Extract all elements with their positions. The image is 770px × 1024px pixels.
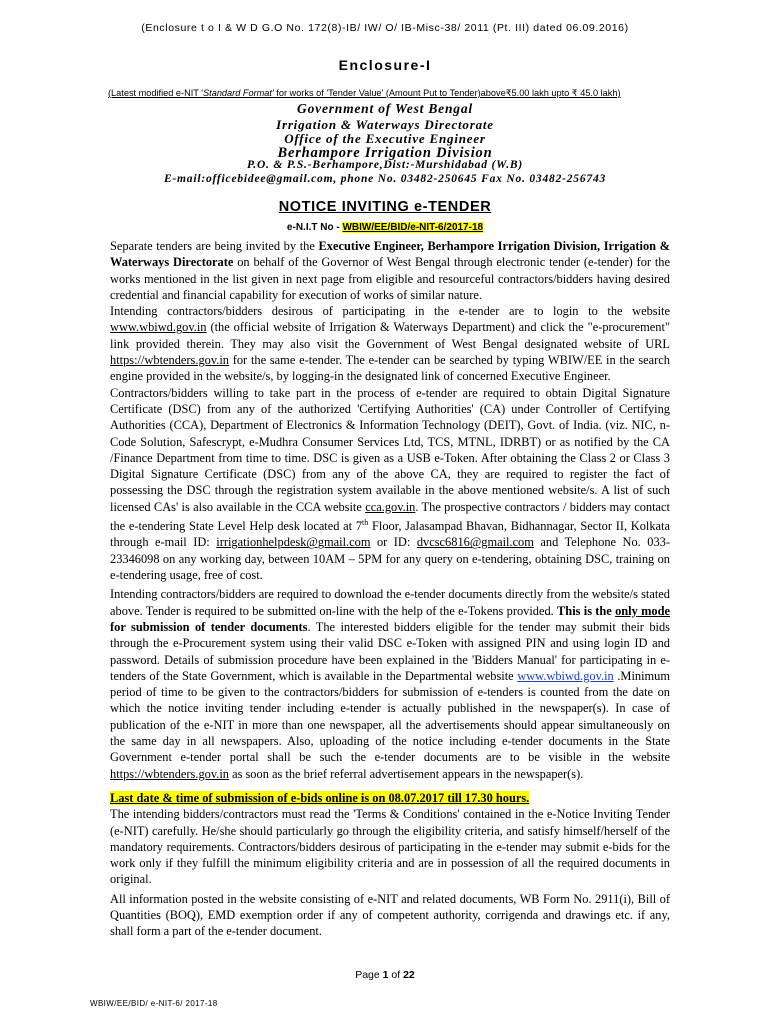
para1-bold-authority: Executive Engineer, Berhampore Irrigation Division, Irrigation & Waterways Directorate — [110, 239, 670, 270]
submission-deadline — [110, 790, 670, 806]
deadline-text: Last date & time of submission of e-bids online is on 08.07.2017 till 17.30 hours. — [110, 790, 530, 805]
paragraph-invitation — [110, 238, 670, 303]
office-line-directorate: Irrigation & Waterways Directorate — [276, 117, 494, 132]
para4-text-2: . The interested bidders eligible for the tender may submit their bids through the e-Procurement system using their valid DSC e-Token with assigned PIN and using login ID and password. Details of submission procedure have been explained in the 'Bidders Manual' for participating in e-tenders of the State Government, which is available in the Departmental website — [110, 619, 670, 683]
page-current: 1 — [382, 969, 389, 981]
para3-text-4: or ID: — [370, 535, 417, 550]
page-total: 22 — [403, 969, 415, 981]
para2-text-2: (the official website of Irrigation & Waterways Department) and click the "e-procurement" link provided therein. They may also visit the Government of West Bengal designated website of URL — [110, 320, 670, 351]
para2-text-3: for the same e-tender. The e-tender can be searched by typing WBIW/EE in the search engine provided in the website/s, by logging-in the designated link of concerned Executive Engineer. — [110, 353, 670, 384]
paragraph-dsc — [110, 385, 670, 584]
paragraph-login — [110, 303, 670, 384]
wbtenders-website-link[interactable]: https://wbtenders.gov.in — [110, 353, 229, 368]
enclosure-reference: (Enclosure t o I & W D G.O No. 172(8)-IB/ IW/ O/ IB-Misc-38/ 2011 (Pt. III) dated 06.09.2016) — [141, 22, 629, 34]
para4-text-4: as soon as the brief referral advertisement appears in the newspaper(s). — [228, 766, 584, 781]
para4-bold-2: for submission of tender documents — [110, 619, 308, 634]
paragraph-download — [110, 586, 670, 782]
para3-text-1: Contractors/bidders willing to take part in the process of e-tender are required to obtain Digital Signature Certificate (DSC) from any of the authorized 'Certifying Authorities' (CA) under Controller of Certifying Authorities (CCA), Department of Electronics & Information Technology (DEIT), Govt. of India. (viz. NIC, n-Code Solution, Safescrypt, e-Mudhra Consumer Services Ltd, TCS, MTNL, IDRBT) or as notified by the CA /Finance Department from time to time. DSC is given as a USB e-Token. After obtaining the Class 2 or Class 3 Digital Signature Certificate (DSC) from any of the above CA, they are required to register the fact of possessing the DSC through the registration system available in the above mentioned website/s. A list of such licensed CAs' is also available in the CCA website — [110, 385, 670, 514]
departmental-website-link[interactable]: www.wbiwd.gov.in — [517, 668, 614, 683]
para2-text-1: Intending contractors/bidders desirous of participating in the e-tender are to login to the website — [110, 304, 670, 319]
cca-website-link[interactable]: cca.gov.in — [365, 499, 416, 514]
latest-note-prefix: (Latest modified e-NIT ' — [108, 88, 204, 98]
para3-text-3: Floor, Jalasampad Bhavan, Bidhannagar, Sector II, Kolkata through e-mail ID: — [110, 519, 670, 550]
page-number — [0, 969, 770, 981]
page-prefix: Page — [355, 969, 383, 981]
notice-title: NOTICE INVITING e-TENDER — [278, 199, 492, 215]
para4-bold-only-mode: only mode — [615, 603, 671, 618]
nit-label: e-N.I.T No - — [286, 222, 343, 233]
office-line-government: Government of West Bengal — [297, 101, 473, 116]
footer-reference: WBIW/EE/BID/ e-NIT-6/ 2017-18 — [90, 999, 218, 1008]
floor-superscript: th — [362, 518, 369, 528]
para4-text-1: Intending contractors/bidders are required to download the e-tender documents directly from the website/s stated above. Tender is required to be submitted on-line with the help of the e-Tokens provided. — [110, 587, 670, 618]
page-of: of — [388, 969, 404, 981]
helpdesk-email-link[interactable]: irrigationhelpdesk@gmail.com — [216, 535, 371, 550]
office-line-address: P.O. & P.S.-Berhampore,Dist:-Murshidabad (W.B) — [246, 159, 524, 171]
para4-bold-1: This is the — [557, 603, 616, 618]
dvcsc-email-link[interactable]: dvcsc6816@gmail.com — [416, 535, 534, 550]
nit-number: WBIW/EE/BID/e-NIT-6/2017-18 — [342, 222, 484, 233]
para3-text-2: . The prospective contractors / bidders may contact the e-tendering State Level Help desk located at 7 — [110, 499, 670, 534]
wbtenders-website-link-2[interactable]: https://wbtenders.gov.in — [110, 766, 229, 781]
para3-text-5: and Telephone No. 033-23346098 on any working day, between 10AM – 5PM for any query on e-tendering, obtaining DSC, training on e-tendering usage, free of cost. — [110, 535, 670, 583]
latest-modified-note — [108, 88, 668, 99]
para4-text-3: .Minimum period of time to be given to the contractors/bidders for submission of e-tenders is counted from the date on which the notice inviting tender including e-tender is actually published in the newspaper(s). In case of publication of the e-NIT in more than one newspaper, all the advertisements should appear simultaneously on the same day in all newspapers. Also, uploading of the notice including e-tender documents in the State Government e-tender portal shall be such the e-tender documents are to be visible in the website — [110, 668, 670, 765]
office-line-office: Office of the Executive Engineer — [284, 131, 486, 146]
latest-note-suffix: for works of 'Tender Value' (Amount Put to Tender)above₹5.00 lakh upto ₹ 45.0 lakh) — [273, 88, 621, 98]
office-line-contact: E-mail:officebidee@gmail.com, phone No. 03482-250645 Fax No. 03482-256743 — [163, 173, 607, 185]
para1-text-2: on behalf of the Governor of West Bengal through electronic tender (e-tender) for the works mentioned in the list given in next page from eligible and resourceful contractors/bidders having desired credential and financial capability for execution of works of similar nature. — [110, 255, 671, 302]
wbiwd-website-link[interactable]: www.wbiwd.gov.in — [110, 320, 207, 335]
nit-number-line — [0, 222, 770, 233]
paragraph-terms: The intending bidders/contractors must read the 'Terms & Conditions' contained in the e-Notice Inviting Tender (e-NIT) carefully. He/she should particularly go through the eligibility criteria, and satisfy himself/herself of the mandatory requirements. Contractors/bidders desirous of participating in the e-tender may submit e-bids for the work only if they fulfill the minimum eligibility criteria and are in possession of all the required documents in original. — [110, 807, 670, 887]
para1-text-1: Separate tenders are being invited by the — [110, 239, 319, 253]
paragraph-information: All information posted in the website consisting of e-NIT and related documents, WB Form No. 2911(i), Bill of Quantities (BOQ), EMD exemption order if any of competent authority, corrigenda and drawings etc. if any, shall form a part of the e-tender document. — [110, 891, 670, 939]
enclosure-title: Enclosure-I — [338, 57, 432, 73]
notice-body — [110, 238, 670, 940]
office-line-division: Berhampore Irrigation Division — [277, 145, 493, 161]
latest-note-italic: Standard Format' — [203, 88, 274, 98]
